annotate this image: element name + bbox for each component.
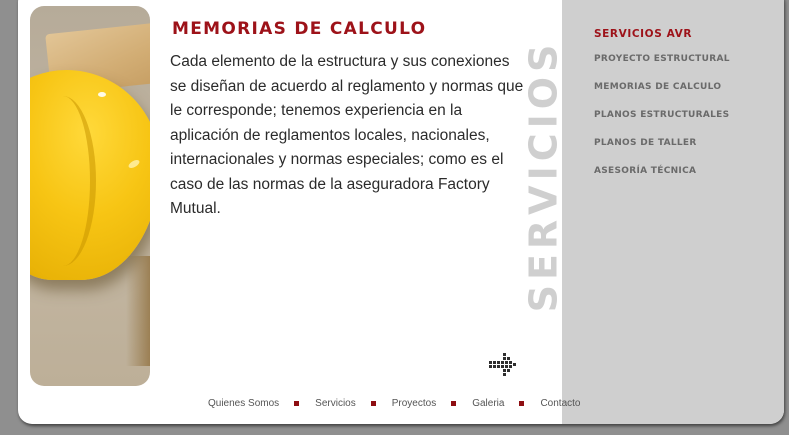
red-square-separator-icon (371, 401, 376, 406)
dotted-arrow-right-icon[interactable] (489, 352, 519, 376)
footer-link-galeria[interactable]: Galeria (472, 398, 505, 409)
photo-wood-texture (126, 256, 150, 366)
vertical-section-label (508, 39, 578, 313)
menu-item-planos-estructurales[interactable]: PLANOS ESTRUCTURALES (594, 110, 730, 120)
services-menu (594, 28, 730, 192)
description-text: Cada elemento de la estructura y sus conexiones se diseñan de acuerdo al reglamento y normas que le corresponde; tenemos experiencia en la aplicación de reglamentos locales, nacionales, internacionales y normas especiales; como es el caso de las normas de la aseguradora Factory Mutual. (170, 53, 524, 217)
red-square-separator-icon (451, 401, 456, 406)
photo-highlight (98, 92, 106, 97)
page-title: MEMORIAS DE CALCULO (172, 19, 427, 39)
footer-link-servicios[interactable]: Servicios (315, 398, 356, 409)
services-menu-title: SERVICIOS AVR (594, 28, 693, 40)
red-square-separator-icon (294, 401, 299, 406)
red-square-separator-icon (519, 401, 524, 406)
vertical-section-label-text: SERVICIOS (521, 39, 565, 313)
menu-item-asesoria-tecnica[interactable]: ASESORÍA TÉCNICA (594, 166, 697, 176)
footer-link-quienes-somos[interactable]: Quienes Somos (208, 398, 280, 409)
page-frame (18, 0, 784, 424)
photo-helmet-ridge (30, 96, 96, 266)
menu-item-planos-de-taller[interactable]: PLANOS DE TALLER (594, 138, 697, 148)
footer-nav (208, 398, 580, 409)
footer-link-contacto[interactable]: Contacto (540, 398, 581, 409)
menu-item-proyecto-estructural[interactable]: PROYECTO ESTRUCTURAL (594, 54, 730, 64)
menu-item-memorias-de-calculo[interactable]: MEMORIAS DE CALCULO (594, 82, 722, 92)
hard-hat-photo (30, 6, 150, 386)
footer-link-proyectos[interactable]: Proyectos (391, 398, 437, 409)
